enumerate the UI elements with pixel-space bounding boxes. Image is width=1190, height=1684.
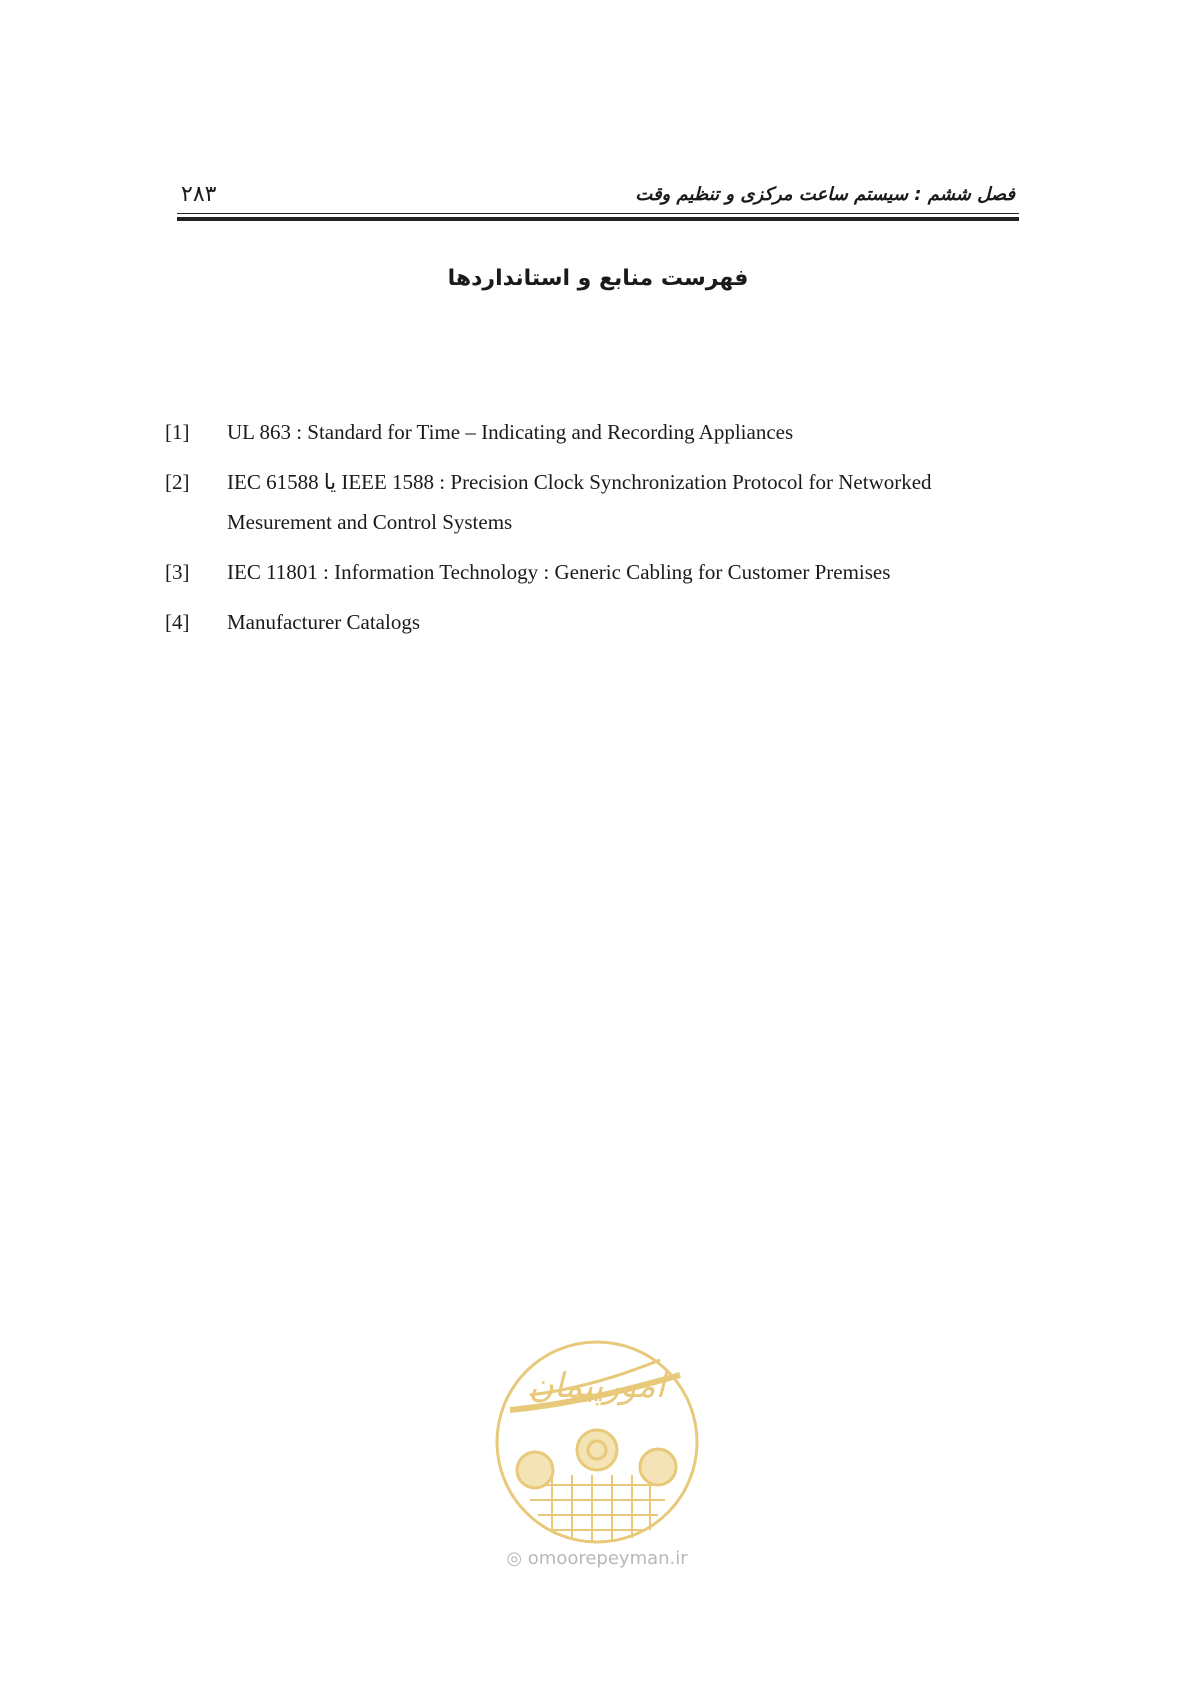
header-rule-thin [177,213,1019,214]
watermark-logo-text: امورپیمان [528,1366,666,1406]
reference-item [165,412,1025,452]
reference-item [165,462,1025,542]
reference-item [165,602,1025,642]
reference-text: IEC 61588 یا IEEE 1588 : Precision Clock Synchronization Protocol for Networked Mesurement and Control Systems [227,470,932,534]
reference-number: [4] [165,610,190,634]
reference-list [165,412,1025,652]
reference-text: IEC 11801 : Information Technology : Generic Cabling for Customer Premises [227,560,891,584]
watermark-logo [490,1335,704,1575]
reference-text: Manufacturer Catalogs [227,610,421,634]
globe-icon: ◎ [506,1548,523,1569]
reference-number: [1] [165,420,190,444]
page-header [177,178,1019,218]
chapter-title: فصل ششم : سیستم ساعت مرکزی و تنظیم وقت [635,184,1015,205]
watermark-caption [490,1548,704,1569]
reference-text: UL 863 : Standard for Time – Indicating and Recording Appliances [227,420,794,444]
watermark-caption-text: omoorepeyman.ir [527,1548,688,1569]
section-heading: فهرست منابع و استانداردها [447,266,749,291]
page-number: ۲۸۳ [181,182,217,207]
reference-number: [3] [165,560,190,584]
header-rule-thick [177,217,1019,221]
reference-number: [2] [165,470,190,494]
reference-item [165,552,1025,592]
